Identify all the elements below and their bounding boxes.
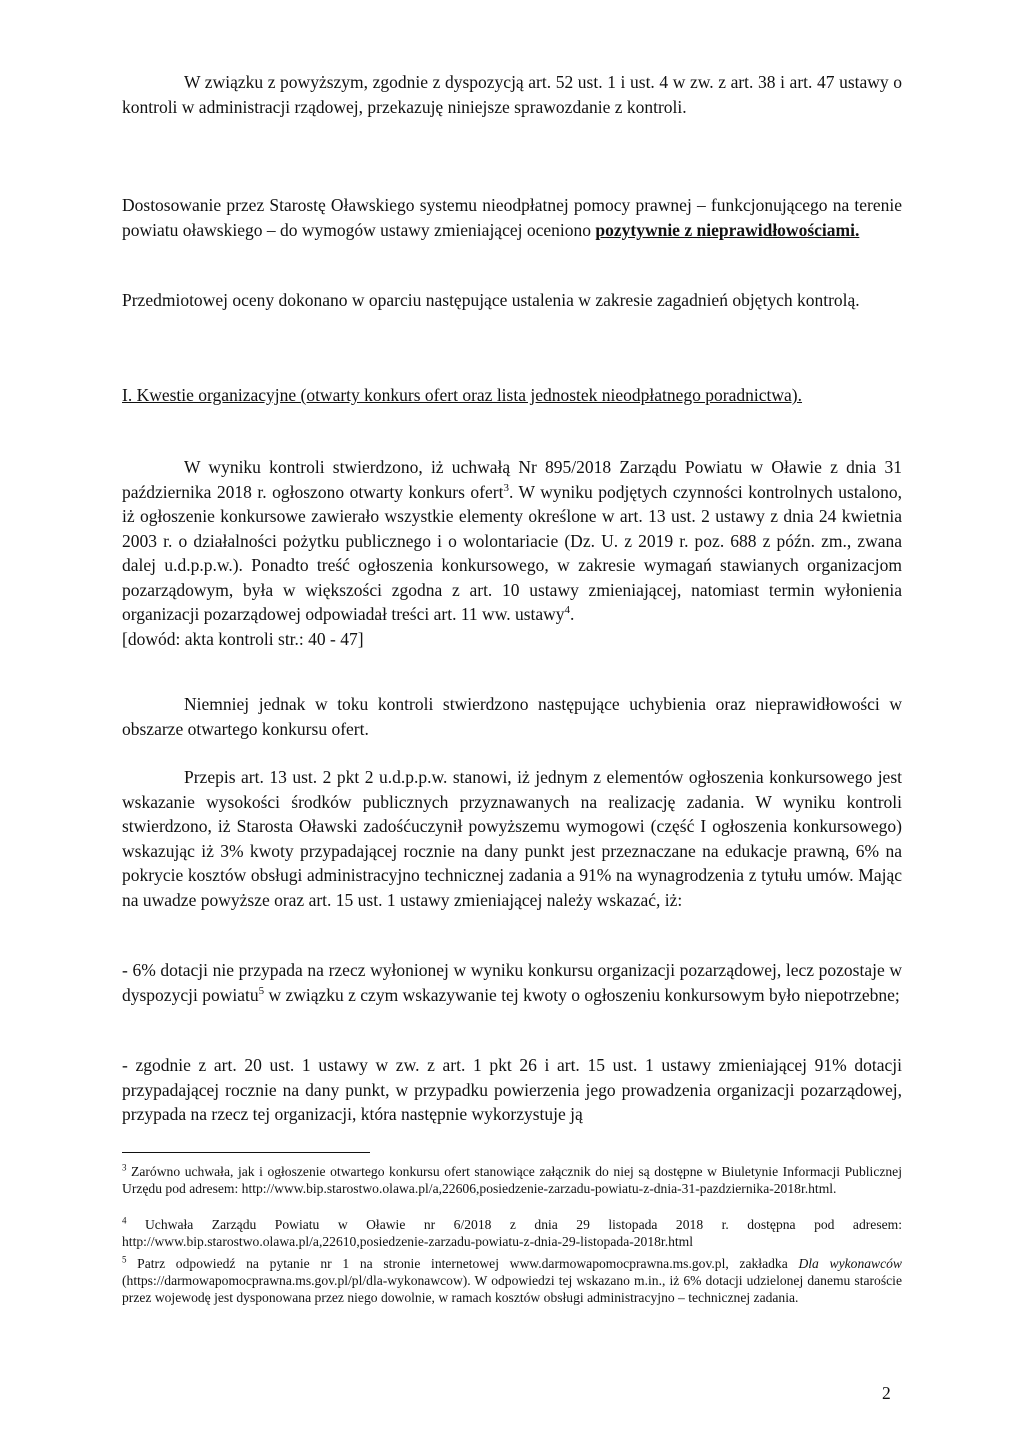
intro-paragraph xyxy=(122,70,902,119)
finding-paragraph xyxy=(122,455,902,651)
footnote-5-text-a: Patrz odpowiedź na pytanie nr 1 na stronie internetowej www.darmowapomocprawna.ms.gov.pl, zakładka xyxy=(126,1256,799,1271)
footnote-4-text: Uchwała Zarządu Powiatu w Oławie nr 6/2018 z dnia 29 listopada 2018 r. dostępna pod adresem: http://www.bip.starostwo.olawa.pl/a,22610,posiedzenie-zarzadu-powiatu-z-dnia-29-listopada-2018r.html xyxy=(122,1217,902,1250)
footnote-5-italic: Dla wykonawców xyxy=(798,1256,903,1271)
bullet-1-text-b: w związku z czym wskazywanie tej kwoty o ogłoszeniu konkursowym było niepotrzebne; xyxy=(264,984,900,1005)
assessment-paragraph xyxy=(122,193,902,242)
footnote-separator xyxy=(122,1152,370,1153)
footnote-3-number: 3 xyxy=(122,1162,127,1173)
finding-text-b: . W wyniku podjętych czynności kontrolnych ustalono, iż ogłoszenie konkursowe zawierało wszystkie elementy określone w art. 13 ust. 2 ustawy z dnia 24 kwietnia 2003 r. o działalności pożytku publicznego i o wolontariacie (Dz. U. z 2019 r. poz. 688 z późn. zm., zwana dalej u.d.p.p.w.). Ponadto treść ogłoszenia konkursowego, w zakresie wymagań stawianych organizacjom pozarządowym, była w większości zgodna z art. 10 ustawy zmieniającej, natomiast termin wyłonienia organizacji pozarządowej odpowiadał treści art. 11 ww. ustawy xyxy=(122,481,902,624)
footnote-4 xyxy=(122,1216,902,1250)
assessment-result: pozytywnie z nieprawidłowościami. xyxy=(595,219,860,240)
footnote-5-text-b: (https://darmowapomocprawna.ms.gov.pl/pl/dla-wykonawcow). W odpowiedzi tej wskazano m.in., iż 6% dotacji udzielonej danemu staroście przez wojewodę jest dysponowana przez niego dowolnie, w ramach kosztów obsługi administracyjno – technicznej zadania. xyxy=(122,1273,902,1306)
intro-text: W związku z powyższym, zgodnie z dyspozycją art. 52 ust. 1 i ust. 4 w zw. z art. 38 i art. 47 ustawy o kontroli w administracji rządowej, przekazuję niniejsze sprawozdanie z kontroli. xyxy=(122,72,902,117)
irregularities-paragraph xyxy=(122,692,902,741)
footnote-ref-5: 5 xyxy=(258,984,265,997)
provision-paragraph xyxy=(122,765,902,912)
footnote-3 xyxy=(122,1163,902,1197)
provision-text: Przepis art. 13 ust. 2 pkt 2 u.d.p.p.w. stanowi, iż jednym z elementów ogłoszenia konkursowego jest wskazanie wysokości środków publicznych przyznawanych na realizację zadania. W wyniku kontroli stwierdzono, iż Starosta Oławski zadośćuczynił powyższemu wymogowi (część I ogłoszenia konkursowego) wskazując iż 3% kwoty przypadającej rocznie na dany punkt jest przeznaczane na edukacje prawną, 6% na pokrycie kosztów obsługi administracyjno technicznej zadania a 91% na wynagrodzenia z tytułu umów. Mając na uwadze powyższe oraz art. 15 ust. 1 ustawy zmieniającej należy wskazać, iż: xyxy=(122,767,902,910)
assessment-text: Dostosowanie przez Starostę Oławskiego systemu nieodpłatnej pomocy prawnej – funkcjonującego na terenie powiatu oławskiego – do wymogów ustawy zmieniającej oceniono xyxy=(122,195,902,240)
evidence-reference: [dowód: akta kontroli str.: 40 - 47] xyxy=(122,628,364,649)
bullet-2-text: - zgodnie z art. 20 ust. 1 ustawy w zw. z art. 1 pkt 26 i art. 15 ust. 1 ustawy zmieniającej 91% dotacji przypadającej rocznie na dany punkt, w przypadku powierzenia jego prowadzenia organizacji pozarządowej, przypada na rzecz tej organizacji, która następnie wykorzystuje ją xyxy=(122,1055,902,1124)
footnote-3-text: Zarówno uchwała, jak i ogłoszenie otwartego konkursu ofert stanowiące załącznik do niej są dostępne w Biuletynie Informacji Publicznej Urzędu pod adresem: http://www.bip.starostwo.olawa.pl/a,22606,posiedzenie-zarzadu-powiatu-z-dnia-31-pazdziernika-2018r.html. xyxy=(122,1164,902,1197)
footnote-5 xyxy=(122,1255,902,1307)
footnote-4-number: 4 xyxy=(122,1215,127,1226)
section-heading xyxy=(122,383,902,408)
bullet-1 xyxy=(122,958,902,1007)
section-heading-text: I. Kwestie organizacyjne (otwarty konkurs ofert oraz lista jednostek nieodpłatnego poradnictwa). xyxy=(122,385,803,405)
bullet-1-text-a: - 6% dotacji nie przypada na rzecz wyłonionej w wyniku konkursu organizacji pozarządowej, lecz pozostaje w dyspozycji powiatu xyxy=(122,960,902,1005)
basis-paragraph xyxy=(122,288,902,313)
footnote-ref-4: 4 xyxy=(564,604,571,617)
basis-text: Przedmiotowej oceny dokonano w oparciu następujące ustalenia w zakresie zagadnień objętych kontrolą. xyxy=(122,290,860,310)
footnote-ref-3: 3 xyxy=(503,481,509,494)
irregularities-text: Niemniej jednak w toku kontroli stwierdzono następujące uchybienia oraz nieprawidłowości w obszarze otwartego konkursu ofert. xyxy=(122,694,902,739)
footnote-5-number: 5 xyxy=(122,1254,127,1265)
finding-text-c: . xyxy=(570,604,575,624)
bullet-2 xyxy=(122,1053,902,1127)
finding-text-a: W wyniku kontroli stwierdzono, iż uchwałą Nr 895/2018 Zarządu Powiatu w Oławie z dnia 31 października 2018 r. ogłoszono otwarty konkurs ofert xyxy=(122,457,902,502)
page-number: 2 xyxy=(882,1383,891,1403)
